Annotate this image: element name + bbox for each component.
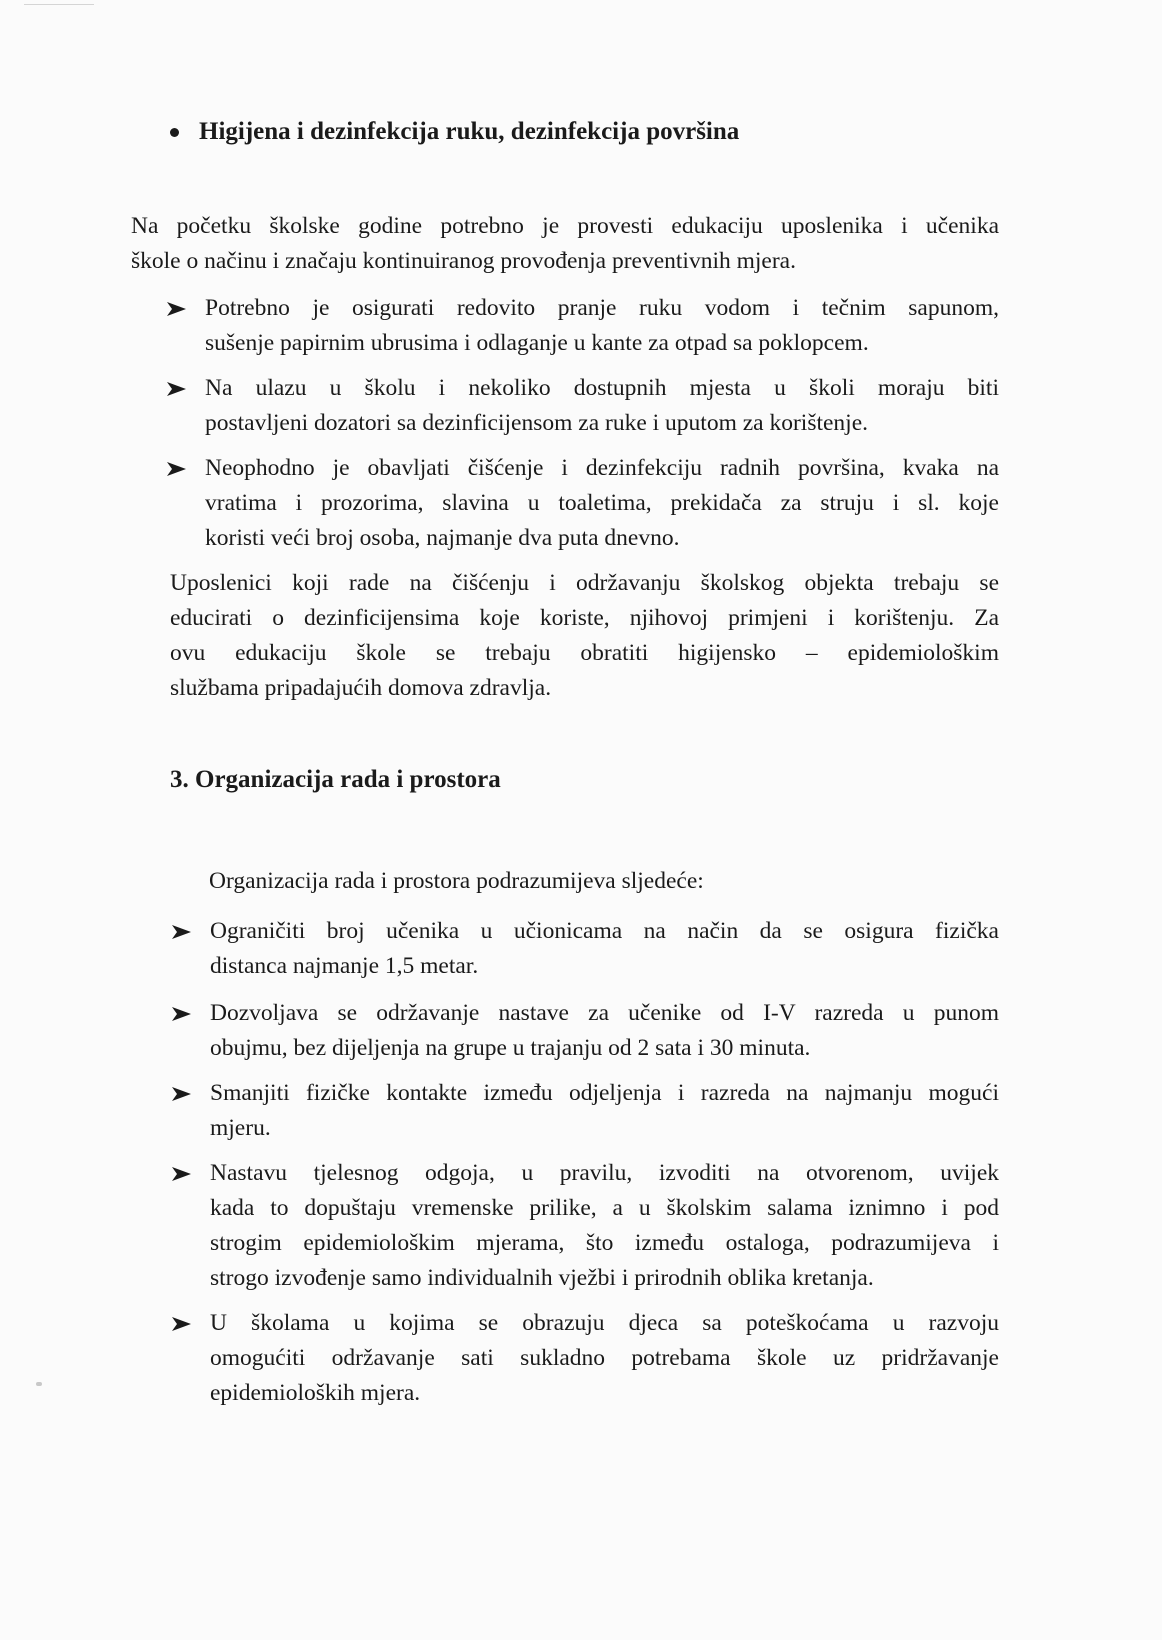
bullet-dot-icon xyxy=(170,128,179,137)
paragraph-line: Uposlenici koji rade na čišćenju i održavanju školskog objekta trebaju se xyxy=(170,570,999,596)
list-item-text xyxy=(210,1076,999,1146)
section-heading-organization: 3. Organizacija rada i prostora xyxy=(170,766,501,793)
paragraph-line: educirati o dezinficijensima koje koriste, njihovoj primjeni i korištenju. Za xyxy=(170,605,999,631)
list-item-text xyxy=(205,291,999,361)
paragraph-line: Na početku školske godine potrebno je provesti edukaciju uposlenika i učenika xyxy=(131,213,999,239)
list-item-line: Ograničiti broj učenika u učionicama na način da se osigura fizička xyxy=(210,918,999,944)
list-item xyxy=(170,1076,999,1146)
list-item-text xyxy=(205,451,999,556)
list-item-line: U školama u kojima se obrazuju djeca sa poteškoćama u razvoju xyxy=(210,1310,999,1336)
list-item-line: epidemioloških mjera. xyxy=(210,1380,421,1406)
section-heading-hygiene xyxy=(170,118,739,146)
list-item-line: Potrebno je osigurati redovito pranje ruku vodom i tečnim sapunom, xyxy=(205,295,999,321)
list-item-line: kada to dopuštaju vremenske prilike, a u školskim salama iznimno i pod xyxy=(210,1195,999,1221)
list-item-line: vratima i prozorima, slavina u toaletima, prekidača za struju i sl. koje xyxy=(205,490,999,516)
list-item-text xyxy=(210,1306,999,1411)
list-item-line: postavljeni dozatori sa dezinficijensom za ruke i uputom za korištenje. xyxy=(205,410,869,436)
arrow-bullet-icon xyxy=(165,451,189,486)
paragraph-line: Organizacija rada i prostora podrazumijeva sljedeće: xyxy=(209,868,704,894)
list-item xyxy=(170,914,999,984)
intro-paragraph xyxy=(131,209,999,279)
list-item-line: distanca najmanje 1,5 metar. xyxy=(210,953,479,979)
list-item-text xyxy=(210,996,999,1066)
list-item xyxy=(165,291,999,361)
scan-artifact-top xyxy=(24,4,94,13)
list-item-line: Na ulazu u školu i nekoliko dostupnih mjesta u školi moraju biti xyxy=(205,375,999,401)
list-item-line: mjeru. xyxy=(210,1115,271,1141)
list-item-line: sušenje papirnim ubrusima i odlaganje u kante za otpad sa poklopcem. xyxy=(205,330,869,356)
paragraph-line: ovu edukaciju škole se trebaju obratiti higijensko – epidemiološkim xyxy=(170,640,999,666)
list-item-line: Dozvoljava se održavanje nastave za učenike od I-V razreda u punom xyxy=(210,1000,999,1026)
arrow-bullet-icon xyxy=(170,1306,194,1341)
cleaning-staff-paragraph xyxy=(170,566,999,706)
arrow-bullet-icon xyxy=(165,371,189,406)
list-item-line: strogo izvođenje samo individualnih vježbi i prirodnih oblika kretanja. xyxy=(210,1265,874,1291)
organization-intro xyxy=(209,864,999,899)
arrow-bullet-icon xyxy=(170,996,194,1031)
list-item xyxy=(165,451,999,556)
list-item xyxy=(170,1156,999,1296)
arrow-bullet-icon xyxy=(170,914,194,949)
list-item-line: strogim epidemiološkim mjerama, što između ostaloga, podrazumijeva i xyxy=(210,1230,999,1256)
paragraph-line: škole o načinu i značaju kontinuiranog provođenja preventivnih mjera. xyxy=(131,248,796,274)
scan-artifact-dot xyxy=(36,1382,42,1386)
list-item-line: Nastavu tjelesnog odgoja, u pravilu, izvoditi na otvorenom, uvijek xyxy=(210,1160,999,1186)
arrow-bullet-icon xyxy=(170,1156,194,1191)
arrow-bullet-icon xyxy=(170,1076,194,1111)
arrow-bullet-icon xyxy=(165,291,189,326)
list-item xyxy=(165,371,999,441)
list-item-line: Neophodno je obavljati čišćenje i dezinfekciju radnih površina, kvaka na xyxy=(205,455,999,481)
list-item xyxy=(170,996,999,1066)
paragraph-line: službama pripadajućih domova zdravlja. xyxy=(170,675,552,701)
list-item-line: omogućiti održavanje sati sukladno potrebama škole uz pridržavanje xyxy=(210,1345,999,1371)
list-item-text xyxy=(210,914,999,984)
list-item-line: Smanjiti fizičke kontakte između odjeljenja i razreda na najmanju mogući xyxy=(210,1080,999,1106)
list-item-line: koristi veći broj osoba, najmanje dva puta dnevno. xyxy=(205,525,680,551)
list-item-line: obujmu, bez dijeljenja na grupe u trajanju od 2 sata i 30 minuta. xyxy=(210,1035,811,1061)
heading-text: Higijena i dezinfekcija ruku, dezinfekcija površina xyxy=(199,118,740,145)
list-item-text xyxy=(205,371,999,441)
list-item-text xyxy=(210,1156,999,1296)
list-item xyxy=(170,1306,999,1411)
